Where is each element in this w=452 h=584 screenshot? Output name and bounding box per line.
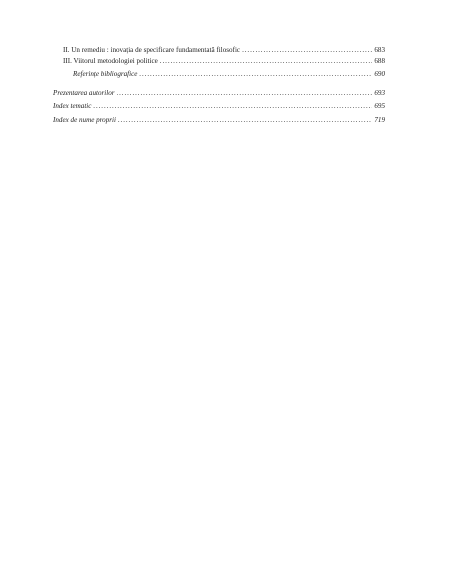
toc-entry-label: Prezentarea autorilor xyxy=(53,89,115,97)
dot-leader xyxy=(117,88,373,98)
dot-leader xyxy=(242,45,372,55)
toc-entry-label: II. Un remediu : inovația de specificare fundamentată filosofic xyxy=(63,46,241,54)
dot-leader xyxy=(93,101,372,111)
toc-entry-page: 693 xyxy=(374,89,385,97)
dot-leader xyxy=(118,115,372,125)
toc-entry-index-tematic xyxy=(53,101,385,111)
toc-entry-index-nume-proprii xyxy=(53,115,385,125)
toc-entry-label: Index de nume proprii xyxy=(53,116,116,124)
dot-leader xyxy=(160,56,373,66)
toc-entry-viitorul xyxy=(63,56,385,66)
toc-entry-page: 688 xyxy=(374,57,385,65)
toc-entry-page: 683 xyxy=(374,46,385,54)
toc-entry-prezentarea-autorilor xyxy=(53,88,385,98)
toc-entry-page: 719 xyxy=(374,116,385,124)
toc-entry-page: 690 xyxy=(374,70,385,78)
toc-entry-remediu xyxy=(63,45,385,55)
toc-entry-page: 695 xyxy=(374,102,385,110)
toc-entry-label: Referințe bibliografice xyxy=(73,70,138,78)
toc-entry-referinte xyxy=(73,69,385,79)
toc-entry-label: Index tematic xyxy=(53,102,92,110)
toc-entry-label: III. Viitorul metodologiei politice xyxy=(63,57,158,65)
dot-leader xyxy=(139,69,372,79)
